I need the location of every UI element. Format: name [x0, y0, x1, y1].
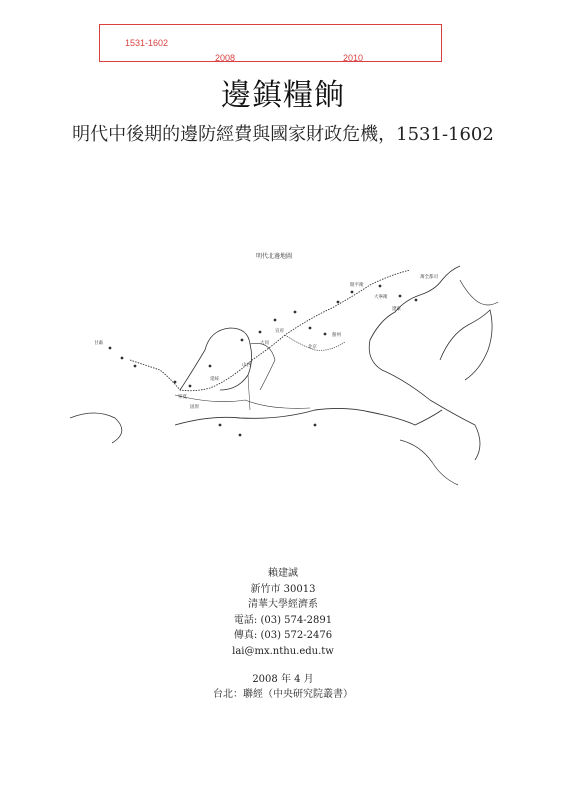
publication-date: 2008 年 4 月 — [252, 674, 314, 685]
korea-peninsula — [440, 310, 492, 380]
map-label-10: 北京 — [308, 345, 317, 350]
author-department: 清華大學經濟系 — [248, 599, 318, 611]
publication-info — [0, 672, 566, 702]
north-coast — [460, 280, 498, 305]
author-info — [0, 566, 566, 660]
bohai-coast — [370, 266, 460, 340]
ming-frontier-map — [70, 240, 500, 490]
author-phone: 電話: (03) 574-2891 — [233, 614, 333, 626]
author-name: 賴建誠 — [268, 568, 298, 579]
publisher: 台北：聯經（中央研究院叢書） — [213, 689, 353, 700]
author-email[interactable]: lai@mx.nthu.edu.tw — [232, 645, 334, 657]
page-subtitle: 明代中後期的邊防經費與國家財政危機，1531-1602 — [72, 124, 494, 145]
great-wall-line — [130, 270, 410, 391]
map-label-6: 延綏 — [210, 377, 219, 382]
map-label-9: 甘肅 — [94, 341, 103, 346]
author-city: 新竹市 30013 — [250, 583, 316, 595]
page-title: 邊鎮糧餉 — [221, 78, 345, 113]
annotation-year-b: 2010 — [343, 53, 364, 63]
map-label-12: 大寧衛 — [374, 295, 388, 300]
southern-coastline — [175, 408, 442, 425]
map-title: 明代北邊地圖 — [256, 253, 293, 260]
map-label-7: 寧夏 — [178, 395, 187, 400]
map-label-8: 固原 — [190, 405, 199, 410]
map-label-2: 薊州 — [332, 333, 341, 338]
annotation-range: 1531-1602 — [125, 38, 169, 48]
province-border-2 — [248, 375, 250, 410]
map-label-1: 遼東 — [392, 307, 401, 312]
map-city-markers — [109, 285, 418, 437]
map-label-3: 宣府 — [275, 329, 284, 334]
map-label-5: 山西 — [242, 363, 251, 368]
annotation-year-a: 2008 — [215, 53, 236, 63]
author-fax: 傳真: (03) 572-2476 — [233, 630, 333, 642]
map-label-0: 萬全都司 — [420, 275, 438, 280]
map-label-4: 大同 — [260, 341, 269, 346]
eastern-river — [400, 440, 458, 485]
map-label-11: 開平衛 — [350, 283, 364, 288]
eastern-coast — [369, 340, 480, 460]
western-river — [70, 413, 122, 443]
inner-river — [250, 343, 275, 390]
